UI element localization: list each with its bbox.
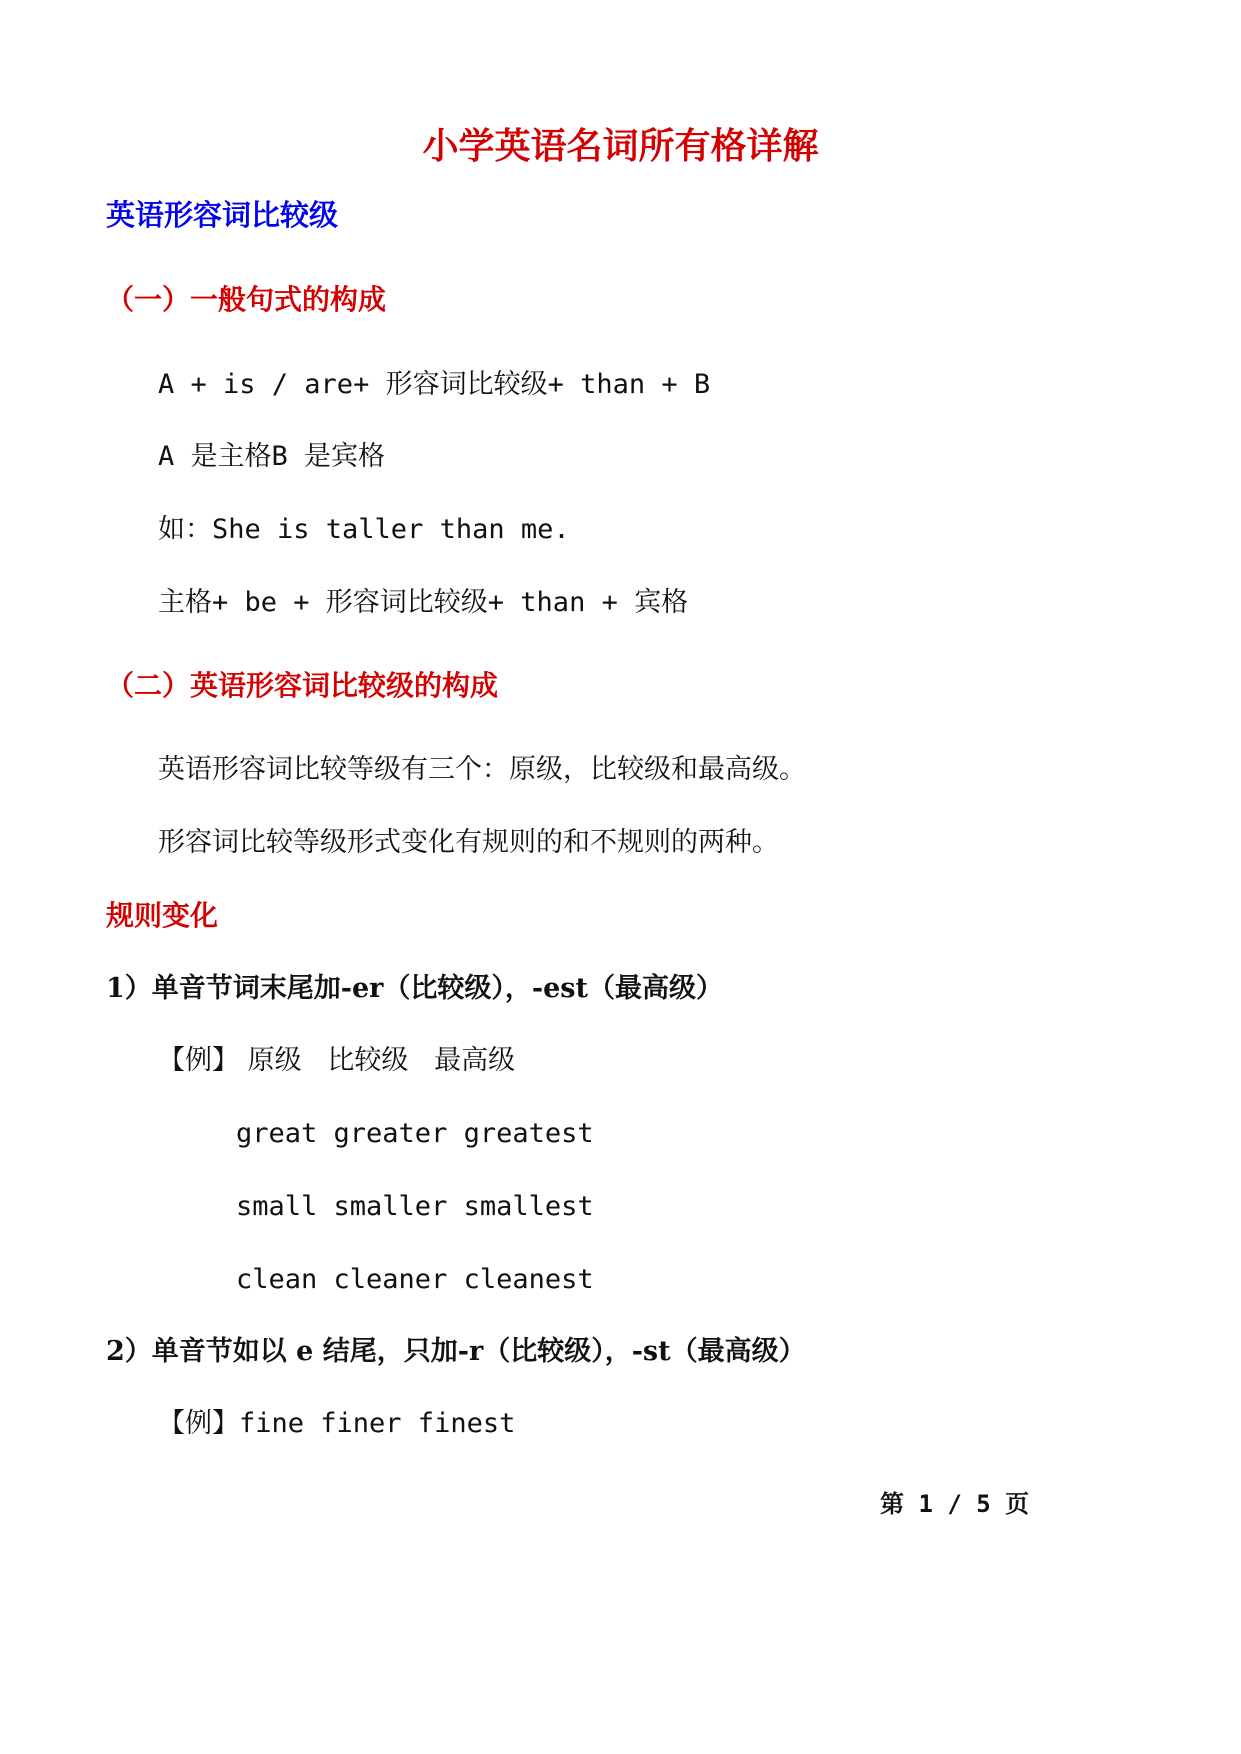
- case-note: A 是主格B 是宾格: [158, 441, 386, 472]
- part2-heading: （二）英语形容词比较级的构成: [106, 669, 499, 702]
- rule1-example-header: 【例】 原级 比较级 最高级: [158, 1045, 516, 1076]
- page-number: 第 1 / 5 页: [880, 1490, 1030, 1518]
- regular-heading: 规则变化: [106, 899, 219, 932]
- rule2-example: 【例】fine finer finest: [158, 1408, 516, 1439]
- formula-line: A + is / are+ 形容词比较级+ than + B: [158, 369, 711, 400]
- example-row: great greater greatest: [236, 1118, 594, 1149]
- section-heading: 英语形容词比较级: [106, 198, 339, 232]
- rule1-title: 1）单音节词末尾加-er（比较级），-est（最高级）: [106, 973, 723, 1004]
- example-row: clean cleaner cleanest: [236, 1264, 594, 1295]
- part2-paragraph-1: 英语形容词比较等级有三个：原级，比较级和最高级。: [158, 754, 806, 785]
- rule2-title: 2）单音节如以 e 结尾，只加-r（比较级），-st（最高级）: [106, 1336, 806, 1367]
- document-title: 小学英语名词所有格详解: [422, 125, 819, 167]
- example-row: small smaller smallest: [236, 1191, 594, 1222]
- part1-heading: （一）一般句式的构成: [106, 283, 387, 316]
- example-sentence: 如：She is taller than me.: [158, 514, 570, 545]
- part2-paragraph-2: 形容词比较等级形式变化有规则的和不规则的两种。: [158, 827, 779, 858]
- pattern-line: 主格+ be + 形容词比较级+ than + 宾格: [158, 587, 689, 618]
